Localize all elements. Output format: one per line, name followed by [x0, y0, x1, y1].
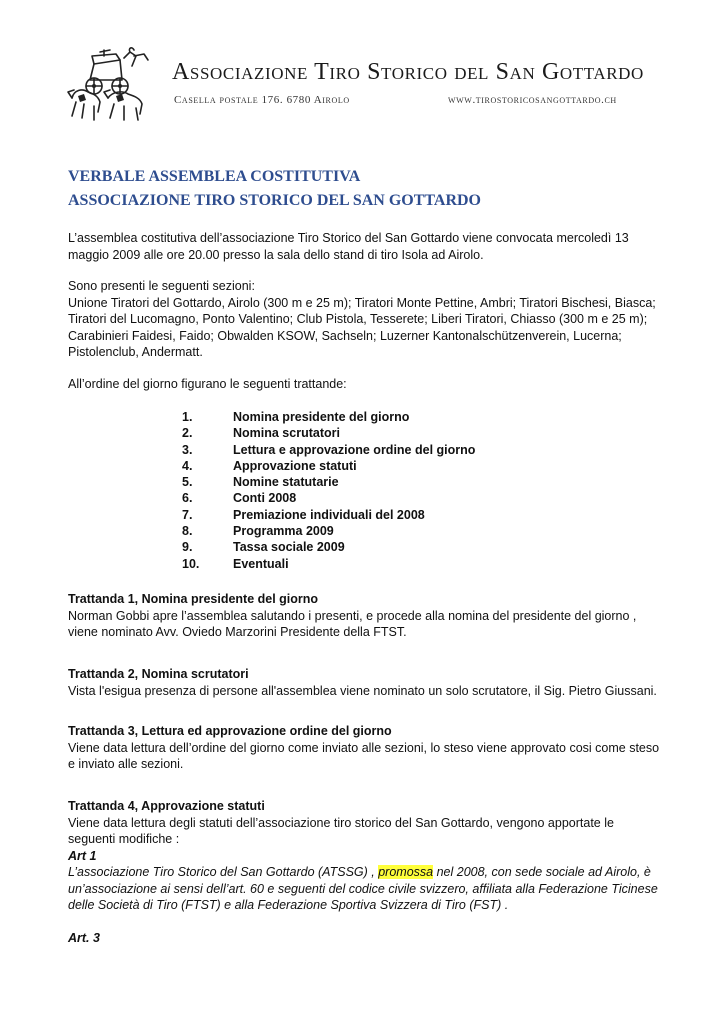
agenda-item-label: Eventuali: [233, 556, 289, 571]
agenda-item-label: Nomina presidente del giorno: [233, 410, 410, 424]
sections-line: Carabinieri Faidesi, Faido; Obwalden KSOW, Sachseln; Luzerner Kantonalschützenverein, Lucerna;: [68, 328, 622, 343]
sections-line: Pistolenclub, Andermatt.: [68, 345, 203, 359]
agenda-item-label: Premiazione individuali del 2008: [233, 507, 425, 522]
carriage-with-horses-logo: [64, 46, 154, 126]
agenda-item-number: 4.: [182, 458, 193, 473]
agenda-item: [182, 474, 475, 490]
agenda-item: [182, 442, 475, 458]
document-title-line-2: ASSOCIAZIONE TIRO STORICO DEL SAN GOTTARDO: [68, 192, 481, 209]
agenda-item-number: 10.: [182, 556, 200, 571]
trattanda-3: [68, 723, 658, 773]
agenda-item-label: Nomine statutarie: [233, 475, 339, 490]
trattanda-text: e inviato alle sezioni.: [68, 757, 184, 771]
agenda-item-number: 6.: [182, 491, 193, 506]
blank-line: [68, 914, 658, 931]
sections-line: Unione Tiratori del Gottardo, Airolo (300 m e 25 m); Tiratori Monte Pettine, Ambri; Tiratori Bischesi, Biasca;: [68, 295, 656, 310]
sections-present-heading: Sono presenti le seguenti sezioni:: [68, 279, 255, 293]
agenda-item-number: 2.: [182, 426, 193, 441]
agenda-item: [182, 539, 475, 555]
intro-paragraph: [68, 230, 658, 263]
agenda-item-number: 5.: [182, 475, 193, 490]
trattanda-heading: Trattanda 2, Nomina scrutatori: [68, 667, 249, 681]
sections-present-paragraph: [68, 278, 658, 361]
organization-website: www.tirostoricosangottardo.ch: [448, 94, 617, 106]
agenda-item-label: Lettura e approvazione ordine del giorno: [233, 442, 476, 457]
agenda-item-number: 9.: [182, 540, 193, 555]
trattanda-heading: Trattanda 3, Lettura ed approvazione ordine del giorno: [68, 724, 392, 738]
agenda-item-label: Nomina scrutatori: [233, 426, 340, 441]
agenda-item: [182, 458, 475, 474]
agenda-item: [182, 490, 475, 506]
article-text-part: nel 2008, con sede sociale ad Airolo, è: [433, 865, 651, 879]
trattanda-text: Viene data lettura degli statuti dell’associazione tiro storico del San Gottardo, vengono apportate le: [68, 815, 614, 830]
agenda-item-number: 1.: [182, 410, 193, 424]
trattanda-text: seguenti modifiche :: [68, 832, 180, 846]
trattanda-text: Vista l'esigua presenza di persone all'assemblea viene nominato un solo scrutatore, il Sig. Pietro Giussani.: [68, 683, 657, 698]
agenda-item-label: Conti 2008: [233, 491, 297, 506]
article-text: un’associazione ai sensi dell’art. 60 e seguenti del codice civile svizzero, affiliata alla Federazione Ticinese: [68, 881, 658, 896]
agenda-item: [182, 425, 475, 441]
agenda-item-label: Tassa sociale 2009: [233, 540, 345, 555]
agenda-item-label: Programma 2009: [233, 524, 334, 539]
highlighted-word: promossa: [378, 865, 434, 879]
article-text: delle Società di Tiro (FTST) e alla Federazione Sportiva Svizzera di Tiro (FST) .: [68, 898, 509, 912]
organization-name: Associazione Tiro Storico del San Gottardo: [172, 59, 644, 85]
trattanda-heading: Trattanda 1, Nomina presidente del giorno: [68, 592, 319, 606]
agenda-item: [182, 409, 475, 425]
agenda-list: [182, 409, 475, 572]
document-title-line-1: VERBALE ASSEMBLEA COSTITUTIVA: [68, 168, 361, 185]
agenda-item: [182, 507, 475, 523]
trattanda-2: [68, 666, 658, 699]
agenda-item: [182, 523, 475, 539]
agenda-item-label: Approvazione statuti: [233, 458, 357, 473]
agenda-item: [182, 556, 475, 572]
agenda-intro-text: All’ordine del giorno figurano le seguenti trattande:: [68, 377, 347, 391]
agenda-item-number: 8.: [182, 524, 193, 539]
article-text: [68, 864, 658, 881]
agenda-item-number: 3.: [182, 442, 193, 457]
trattanda-heading: Trattanda 4, Approvazione statuti: [68, 799, 265, 813]
trattanda-text: Viene data lettura dell’ordine del giorno come inviato alle sezioni, lo steso viene approvato cosi come steso: [68, 740, 660, 755]
agenda-intro: [68, 376, 658, 393]
sections-line: Tiratori del Lucomagno, Ponto Valentino; Club Pistola, Tesserete; Liberi Tiratori, Chiasso (300 m e 25 m);: [68, 312, 648, 326]
article-label: Art. 3: [68, 931, 100, 945]
trattanda-1: [68, 591, 658, 641]
trattanda-text: viene nominato Avv. Oviedo Marzorini Presidente della FTST.: [68, 625, 407, 639]
intro-line: L’assemblea costitutiva dell’associazione Tiro Storico del San Gottardo viene convocata mercoledì 13: [68, 231, 629, 245]
article-label: Art 1: [68, 848, 97, 863]
trattanda-4: [68, 798, 658, 947]
trattanda-text: Norman Gobbi apre l’assemblea salutando i presenti, e procede alla nomina del presidente del giorno ,: [68, 608, 637, 623]
organization-address: Casella postale 176. 6780 Airolo: [174, 94, 350, 106]
agenda-item-number: 7.: [182, 507, 193, 522]
intro-line: maggio 2009 alle ore 20.00 presso la sala dello stand di tiro Isola ad Airolo.: [68, 247, 484, 262]
article-text-part: L’associazione Tiro Storico del San Gottardo (ATSSG) ,: [68, 865, 379, 879]
